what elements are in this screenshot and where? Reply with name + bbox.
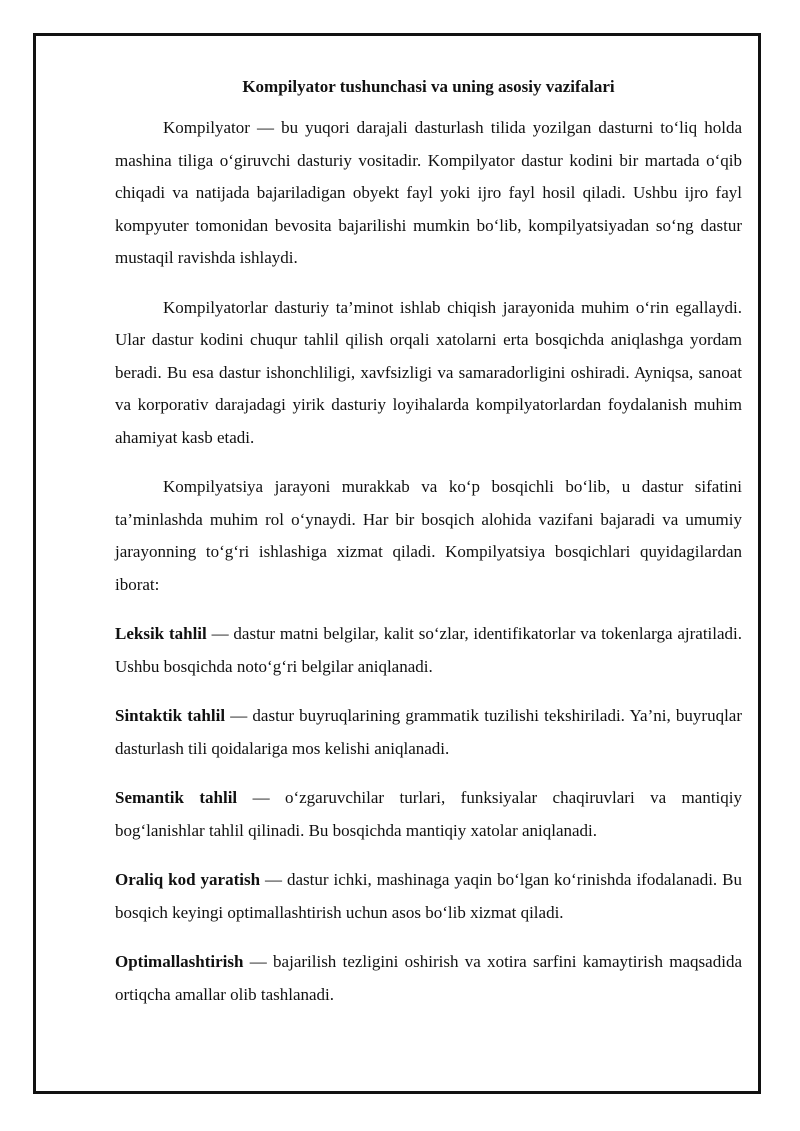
stage-description: — dastur matni belgilar, kalit so‘zlar, identifikatorlar va tokenlarga ajratiladi. Ushbu bosqichda noto‘g‘ri belgilar aniqlanadi. bbox=[115, 624, 743, 676]
paragraph-definition: Kompilyator — bu yuqori darajali dasturlash tilida yozilgan dasturni to‘liq holda mashina tiliga o‘giruvchi dasturiy vositadir. Kompilyator dastur kodini bir martada o‘qib chiqadi va natijada bajariladigan obyekt fayl yoki ijro fayl hosil qiladi. Ushbu ijro fayl kompyuter tomonidan bevosita bajarilishi mumkin bo‘lib, kompilyatsiyadan so‘ng dastur mustaqil ravishda ishlaydi. bbox=[115, 118, 742, 267]
document-body bbox=[115, 74, 742, 1011]
stage-term: Semantik tahlil bbox=[115, 788, 238, 807]
stage-description: — o‘zgaruvchilar turlari, funksiyalar chaqiruvlari va mantiqiy bog‘lanishlar tahlil qilinadi. Bu bosqichda mantiqiy xatolar aniqlanadi. bbox=[115, 788, 742, 840]
stage-term: Oraliq kod yaratish bbox=[115, 870, 261, 889]
stage-syntax-analysis bbox=[115, 700, 742, 765]
stage-description: — dastur buyruqlarining grammatik tuzilishi tekshiriladi. Ya’ni, buyruqlar dasturlash tili qoidalariga mos kelishi aniqlanadi. bbox=[115, 706, 743, 758]
stage-intermediate-code bbox=[115, 864, 742, 929]
document-title: Kompilyator tushunchasi va uning asosiy vazifalari bbox=[242, 77, 615, 96]
stage-term: Leksik tahlil bbox=[115, 624, 207, 643]
stage-term: Optimallashtirish bbox=[115, 952, 244, 971]
stage-semantic-analysis bbox=[115, 782, 742, 847]
stage-description: — bajarilish tezligini oshirish va xotira sarfini kamaytirish maqsadida ortiqcha amallar olib tashlanadi. bbox=[115, 952, 742, 1004]
paragraph-importance: Kompilyatorlar dasturiy ta’minot ishlab chiqish jarayonida muhim o‘rin egallaydi. Ular dastur kodini chuqur tahlil qilish orqali xatolarni erta bosqichda aniqlashga yordam beradi. Bu esa dastur ishonchliligi, xavfsizligi va samaradorligini oshiradi. Ayniqsa, sanoat va korporativ darajadagi yirik dasturiy loyihalarda kompilyatorlardan foydalanish muhim ahamiyat kasb etadi. bbox=[115, 297, 742, 447]
paragraph-stages-intro: Kompilyatsiya jarayoni murakkab va ko‘p bosqichli bo‘lib, u dastur sifatini ta’minlashda muhim rol o‘ynaydi. Har bir bosqich alohida vazifani bajaradi va umumiy jarayonning to‘g‘ri ishlashiga xizmat qiladi. Kompilyatsiya bosqichlari quyidagilardan iborat: bbox=[115, 477, 742, 594]
stage-lexical-analysis bbox=[115, 618, 742, 683]
stage-optimization bbox=[115, 946, 742, 1011]
stage-term: Sintaktik tahlil bbox=[115, 706, 226, 725]
stage-description: — dastur ichki, mashinaga yaqin bo‘lgan ko‘rinishda ifodalanadi. Bu bosqich keyingi optimallashtirish uchun asos bo‘lib xizmat qiladi. bbox=[115, 870, 742, 922]
